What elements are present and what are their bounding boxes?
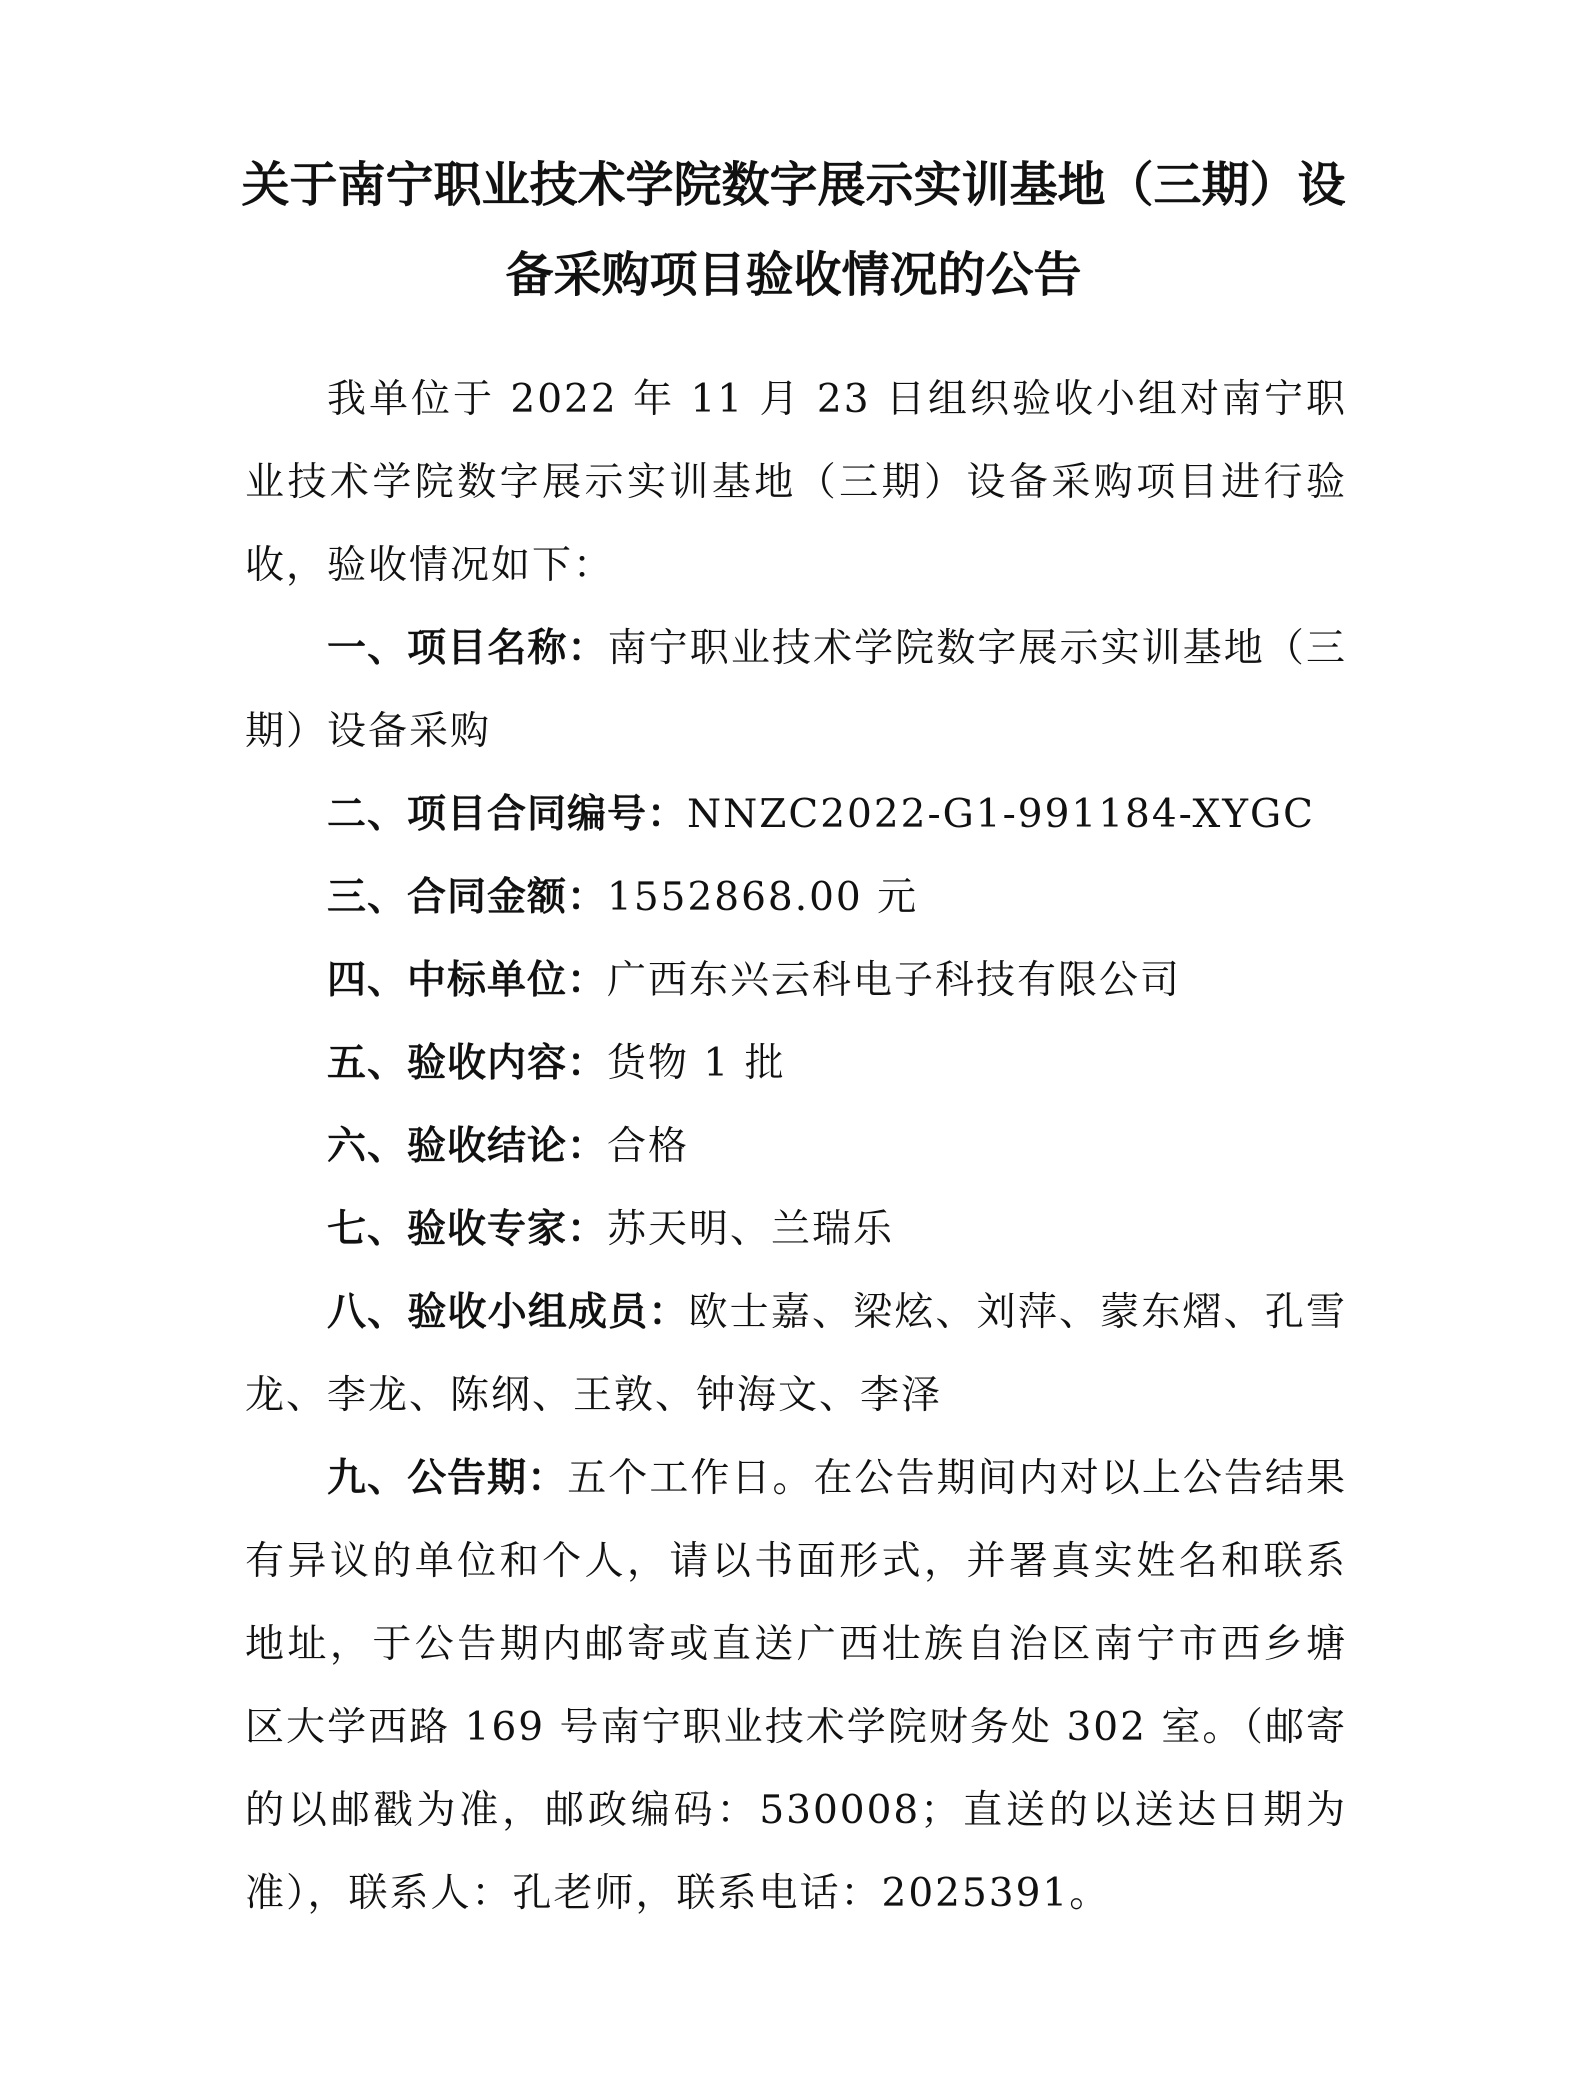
item-label: 九、公告期：	[327, 1456, 568, 1501]
item-label: 二、项目合同编号：	[327, 792, 688, 837]
item-group-members	[245, 1271, 1347, 1437]
title-line-2: 备采购项目验收情况的公告	[505, 247, 1082, 303]
item-value: 欧士嘉、梁炫、刘萍、蒙东熠、孔雪龙、李龙、陈纲、王敦、钟海文、李泽	[245, 1290, 1347, 1418]
item-project-name	[245, 607, 1347, 773]
item-label: 八、验收小组成员：	[327, 1290, 689, 1335]
item-acceptance-experts	[245, 1188, 1347, 1271]
item-contract-amount	[245, 856, 1347, 939]
item-value: 五个工作日。在公告期间内对以上公告结果有异议的单位和个人，请以书面形式，并署真实姓名和联系地址，于公告期内邮寄或直送广西壮族自治区南宁市西乡塘区大学西路 169 号南宁职业技术学院财务处 302 室。（邮寄的以邮戳为准，邮政编码：530008；直送的以送达日期为准），联系人：孔老师，联系电话：2025391。	[245, 1456, 1347, 1916]
intro-paragraph: 我单位于 2022 年 11 月 23 日组织验收小组对南宁职业技术学院数字展示实训基地（三期）设备采购项目进行验收，验收情况如下：	[245, 377, 1347, 588]
document-title	[230, 140, 1357, 320]
item-label: 三、合同金额：	[327, 875, 608, 920]
item-label: 四、中标单位：	[327, 958, 608, 1003]
item-value: 广西东兴云科电子科技有限公司	[607, 958, 1182, 1003]
item-value: 1552868.00 元	[607, 875, 919, 920]
title-line-1: 关于南宁职业技术学院数字展示实训基地（三期）设	[241, 157, 1346, 213]
item-notice-period	[245, 1437, 1347, 1935]
item-label: 一、项目名称：	[327, 626, 608, 671]
item-label: 六、验收结论：	[327, 1124, 608, 1169]
item-value: 合格	[607, 1124, 690, 1169]
item-label: 五、验收内容：	[327, 1041, 608, 1086]
item-value: NNZC2022-G1-991184-XYGC	[687, 792, 1315, 837]
item-label: 七、验收专家：	[327, 1207, 608, 1252]
item-winning-bidder	[245, 939, 1347, 1022]
item-acceptance-conclusion	[245, 1105, 1347, 1188]
item-value: 货物 1 批	[607, 1041, 786, 1086]
item-contract-number	[245, 773, 1347, 856]
document-body	[245, 358, 1347, 1935]
item-value: 苏天明、兰瑞乐	[607, 1207, 895, 1252]
item-acceptance-content	[245, 1022, 1347, 1105]
item-value: 南宁职业技术学院数字展示实训基地（三期）设备采购	[245, 626, 1347, 754]
